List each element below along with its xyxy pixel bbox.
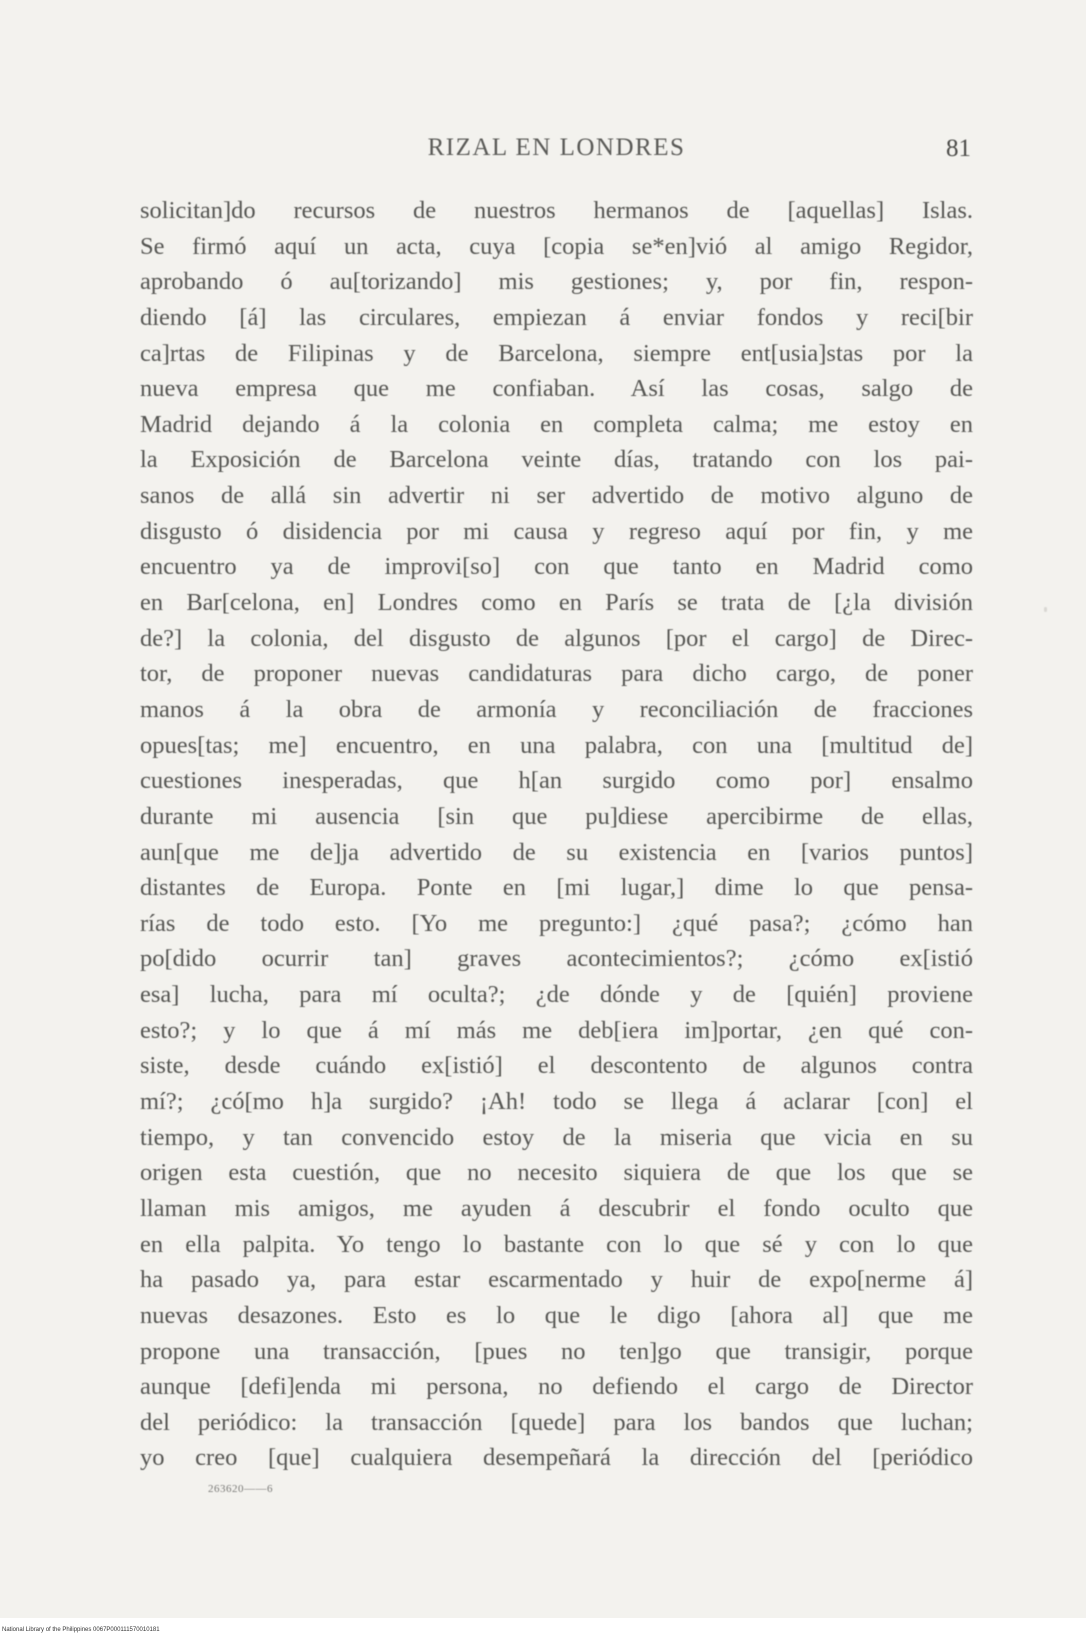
text-line: Se firmó aquí un acta, cuya [copia se*en]vió al amigo Regidor, [140, 232, 973, 260]
text-line: la Exposición de Barcelona veinte días, tratando con los pai- [140, 446, 973, 474]
text-line: en ella palpita. Yo tengo lo bastante con lo que sé y con lo que [140, 1230, 973, 1258]
paper-speck [1044, 607, 1047, 612]
text-line: ha pasado ya, para estar escarmentado y huir de expo[nerme á] [140, 1266, 973, 1294]
body-text [140, 193, 973, 1476]
text-line: po[dido ocurrir tan] graves acontecimientos?; ¿cómo ex[istió [140, 945, 973, 973]
text-line: esa] lucha, para mí oculta?; ¿de dónde y de [quién] proviene [140, 981, 973, 1009]
text-line: aun[que me de]ja advertido de su existencia en [varios puntos] [140, 838, 973, 866]
text-line: manos á la obra de armonía y reconciliación de fracciones [140, 695, 973, 723]
running-head: RIZAL EN LONDRES [427, 134, 686, 161]
text-line: aprobando ó au[torizando] mis gestiones; y, por fin, respon- [140, 268, 973, 296]
text-line: distantes de Europa. Ponte en [mi lugar,] dime lo que pensa- [140, 874, 973, 902]
text-line: Madrid dejando á la colonia en completa calma; me estoy en [140, 410, 973, 438]
scan-credit: National Library of the Philippines 0067P000111570010181 [2, 1627, 160, 1633]
text-line: mí?; ¿có[mo h]a surgido? ¡Ah! todo se llega á aclarar [con] el [140, 1088, 973, 1116]
text-line: rías de todo esto. [Yo me pregunto:] ¿qué pasa?; ¿cómo han [140, 909, 973, 937]
text-line: esto?; y lo que á mí más me deb[iera im]portar, ¿en qué con- [140, 1016, 973, 1044]
text-line: disgusto ó disidencia por mi causa y regreso aquí por fin, y me [140, 517, 973, 545]
text-line: siste, desde cuándo ex[istió] el descontento de algunos contra [140, 1052, 973, 1080]
text-line: cuestiones inesperadas, que h[an surgido como por] ensalmo [140, 767, 973, 795]
page-number: 81 [946, 135, 971, 162]
text-line: propone una transacción, [pues no ten]go que transigir, porque [140, 1337, 973, 1365]
text-line: nueva empresa que me confiaban. Así las cosas, salgo de [140, 375, 973, 403]
text-line: origen esta cuestión, que no necesito siquiera de que los que se [140, 1159, 973, 1187]
text-line: llaman mis amigos, me ayuden á descubrir el fondo oculto que [140, 1194, 973, 1222]
text-line: diendo [á] las circulares, empiezan á enviar fondos y reci[bir [140, 303, 973, 331]
text-line: tiempo, y tan convencido estoy de la miseria que vicia en su [140, 1123, 973, 1151]
text-line: opues[tas; me] encuentro, en una palabra, con una [multitud de] [140, 731, 973, 759]
text-line: ca]rtas de Filipinas y de Barcelona, siempre ent[usia]stas por la [140, 339, 973, 367]
scan-footer [0, 1618, 1086, 1636]
text-line: solicitan]do recursos de nuestros hermanos de [aquellas] Islas. [140, 197, 973, 224]
text-line: yo creo [que] cualquiera desempeñará la dirección del [periódico [140, 1444, 973, 1472]
text-line: nuevas desazones. Esto es lo que le digo [ahora al] que me [140, 1301, 973, 1329]
page-header [140, 134, 973, 170]
text-line: sanos de allá sin advertir ni ser advertido de motivo alguno de [140, 482, 973, 510]
text-line: del periódico: la transacción [quede] para los bandos que luchan; [140, 1408, 973, 1436]
text-line: encuentro ya de improvi[so] con que tanto en Madrid como [140, 553, 973, 581]
text-line: en Bar[celona, en] Londres como en París se trata de [¿la división [140, 589, 973, 617]
signature-mark: 263620——6 [208, 1483, 273, 1495]
text-line: de?] la colonia, del disgusto de algunos [por el cargo] de Direc- [140, 624, 973, 652]
text-line: tor, de proponer nuevas candidaturas para dicho cargo, de poner [140, 660, 973, 688]
text-line: durante mi ausencia [sin que pu]diese apercibirme de ellas, [140, 802, 973, 830]
text-line: aunque [defi]enda mi persona, no defiendo el cargo de Director [140, 1373, 973, 1401]
